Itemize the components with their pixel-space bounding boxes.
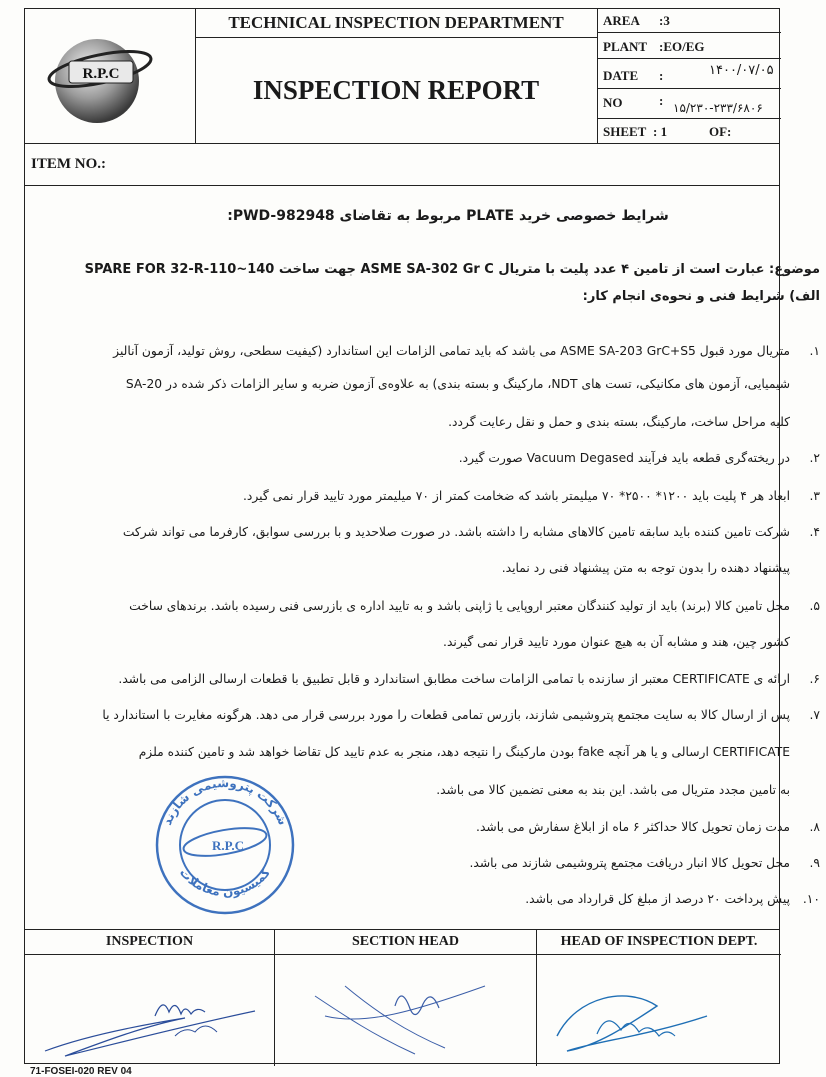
clause-number: ۴. [809,525,820,539]
clause-text: کلیه مراحل ساخت، مارکینگ، بسته بندی و حمل و نقل رعایت گردد. [448,415,790,429]
area-row [597,9,781,33]
clause-5-line [76,634,820,650]
clause-text: CERTIFICATE ارسالی و یا هر آنچه fake بودن مارکینگ را نتیجه دهد، منجر به عدم تایید کل تقاضا خواهد شد و تامین کننده ملزم [138,745,790,759]
date-label: DATE [603,68,639,83]
clause-1-line [76,343,820,359]
clause-text: پس از ارسال کالا به سایت مجتمع پتروشیمی شازند، بازرس تمامی قطعات را مورد بررسی قرار می دهد. هرگونه مغایرت با استاندارد یا [102,708,790,722]
clause-number: ۹. [809,856,820,870]
clause-text: متریال مورد قبول ASME SA-203 GrC+S5 می باشد که باید تمامی الزامات این استاندارد (کیفیت سطحی، روش تولید، آزمون آنالیز [113,344,790,358]
clause-number: ۱۰. [802,892,820,906]
clause-text: به تامین مجدد متریال می باشد. این بند به معنی تضمین کالا می باشد. [436,783,790,797]
plant-row [597,33,781,59]
clause-2-line [76,450,820,466]
logo-text: R.P.C [82,66,120,82]
item-no-label: ITEM NO.: [31,156,106,172]
clause-text: محل تحویل کالا انبار دریافت مجتمع پتروشیمی شازند می باشد. [469,856,790,870]
clause-number: ۲. [809,451,820,465]
of-label: OF: [709,124,732,139]
subject-heading: شرایط خصوصی خرید PLATE مربوط به تقاضای PWD-982948: [227,208,669,224]
inspection-signature-icon [25,956,275,1066]
stamp-logo-text: R.P.C [211,838,245,853]
clause-text: شیمیایی، آزمون های مکانیکی، تست های NDT، مارکینگ و بسته بندی) به علاوه‌ی آزمون ضربه و سایر الزامات ذکر شده در SA-20 [125,377,790,391]
section-head-header: SECTION HEAD [275,930,536,955]
subject-line: موضوع: عبارت است از تامین ۴ عدد پلیت با متریال ASME SA-302 Gr C جهت ساخت SPARE FOR 32-R-110~140 [84,262,820,277]
date-row: DATE : ۱۴۰۰/۰۷/۰۵ [597,59,781,89]
clause-text: در ریخته‌گری قطعه باید فرآیند Vacuum Degased صورت گیرد. [458,451,790,465]
clause-3-line [76,488,820,504]
head-dept-header: HEAD OF INSPECTION DEPT. [537,930,781,955]
clause-number: ۸. [809,820,820,834]
stamp-bottom-text: کمیسیون معاملات [176,865,274,900]
clause-text: شرکت تامین کننده باید سابقه تامین کالاهای مشابه را داشته باشد. در صورت صلاحدید و با بررسی سوابق، کارفرما می تواند شرکت [122,525,790,539]
clause-number: ۵. [809,599,820,613]
svg-text:شرکت پتروشیمی شازند [160,776,290,827]
clause-text: ابعاد هر ۴ پلیت باید ۱۲۰۰* ۲۵۰۰* ۷۰ میلیمتر باشد که ضخامت کمتر از ۷۰ میلیمتر مورد تایید قرار نمی گیرد. [243,489,790,503]
clause-4-line [76,560,820,576]
clause-1-line [76,376,820,392]
area-value: :3 [659,13,670,28]
clause-text: پیش پرداخت ۲۰ درصد از مبلغ کل قرارداد می باشد. [525,892,790,906]
sheet-value: : 1 [653,124,668,139]
clause-text: کشور چین، هند و مشابه آن به هیچ عنوان مورد تایید قرار نمی گیرند. [443,635,790,649]
rpc-logo-icon [25,9,195,143]
clause-5-line [76,598,820,614]
sheet-row [597,119,781,143]
clause-1-line [76,414,820,430]
signature-table [25,929,779,1066]
report-title: INSPECTION REPORT [252,75,540,105]
department-title: TECHNICAL INSPECTION DEPARTMENT [195,9,597,38]
plant-value: :EO/EG [659,39,705,54]
no-value: ۱۵/۲۳۰-۲۳۳/۶۸۰۶ [673,101,763,115]
area-label: AREA [603,13,640,28]
technical-conditions-heading: الف) شرایط فنی و نحوه‌ی انجام کار: [582,289,820,304]
clause-4-line [76,524,820,540]
section-head-signature-icon [275,956,537,1066]
stamp-top-text: شرکت پتروشیمی شازند [159,775,291,828]
report-header [25,9,779,144]
clause-7-line [76,707,820,723]
date-value: ۱۴۰۰/۰۷/۰۵ [709,63,774,78]
head-dept-cell [537,930,781,1066]
clause-number: ۶. [809,672,820,686]
clause-text: محل تامین کالا (برند) باید از تولید کنندگان معتبر اروپایی یا ژاپنی باشد و به تایید اداره ی بازرسی فنی رسیده باشد. برندهای ساخت [129,599,790,613]
clause-6-line [76,671,820,687]
clause-text: ارائه ی CERTIFICATE معتبر از سازنده با تمامی الزامات ساخت مطابق استاندارد و قابل تطبیق با قطعات ارسالی الزامی می باشد. [118,672,790,686]
plant-label: PLANT [603,39,648,54]
clause-text: پیشنهاد دهنده را بدون توجه به متن پیشنهاد فنی رد نماید. [501,561,790,575]
item-no-row [25,143,779,186]
section-head-cell [275,930,537,1066]
form-code: 71-FOSEI-020 REV 04 [30,1066,132,1077]
no-row: NO : ۱۵/۲۳۰-۲۳۳/۶۸۰۶ [597,89,781,119]
logo-cell [25,9,196,143]
sheet-label: SHEET [603,124,647,139]
clause-number: ۳. [809,489,820,503]
clause-text: مدت زمان تحویل کالا حداکثر ۶ ماه از ابلاغ سفارش می باشد. [476,820,790,834]
title-cell [195,9,598,143]
svg-text:کمیسیون معاملات [177,865,273,899]
clause-7-line [76,744,820,760]
meta-cell [597,9,781,143]
company-stamp-icon [150,770,300,920]
no-label: NO [603,95,623,110]
head-dept-signature-icon [537,956,781,1066]
clause-number: ۱. [809,344,820,358]
clause-number: ۷. [809,708,820,722]
inspection-cell [25,930,275,1066]
inspection-header: INSPECTION [25,930,274,955]
